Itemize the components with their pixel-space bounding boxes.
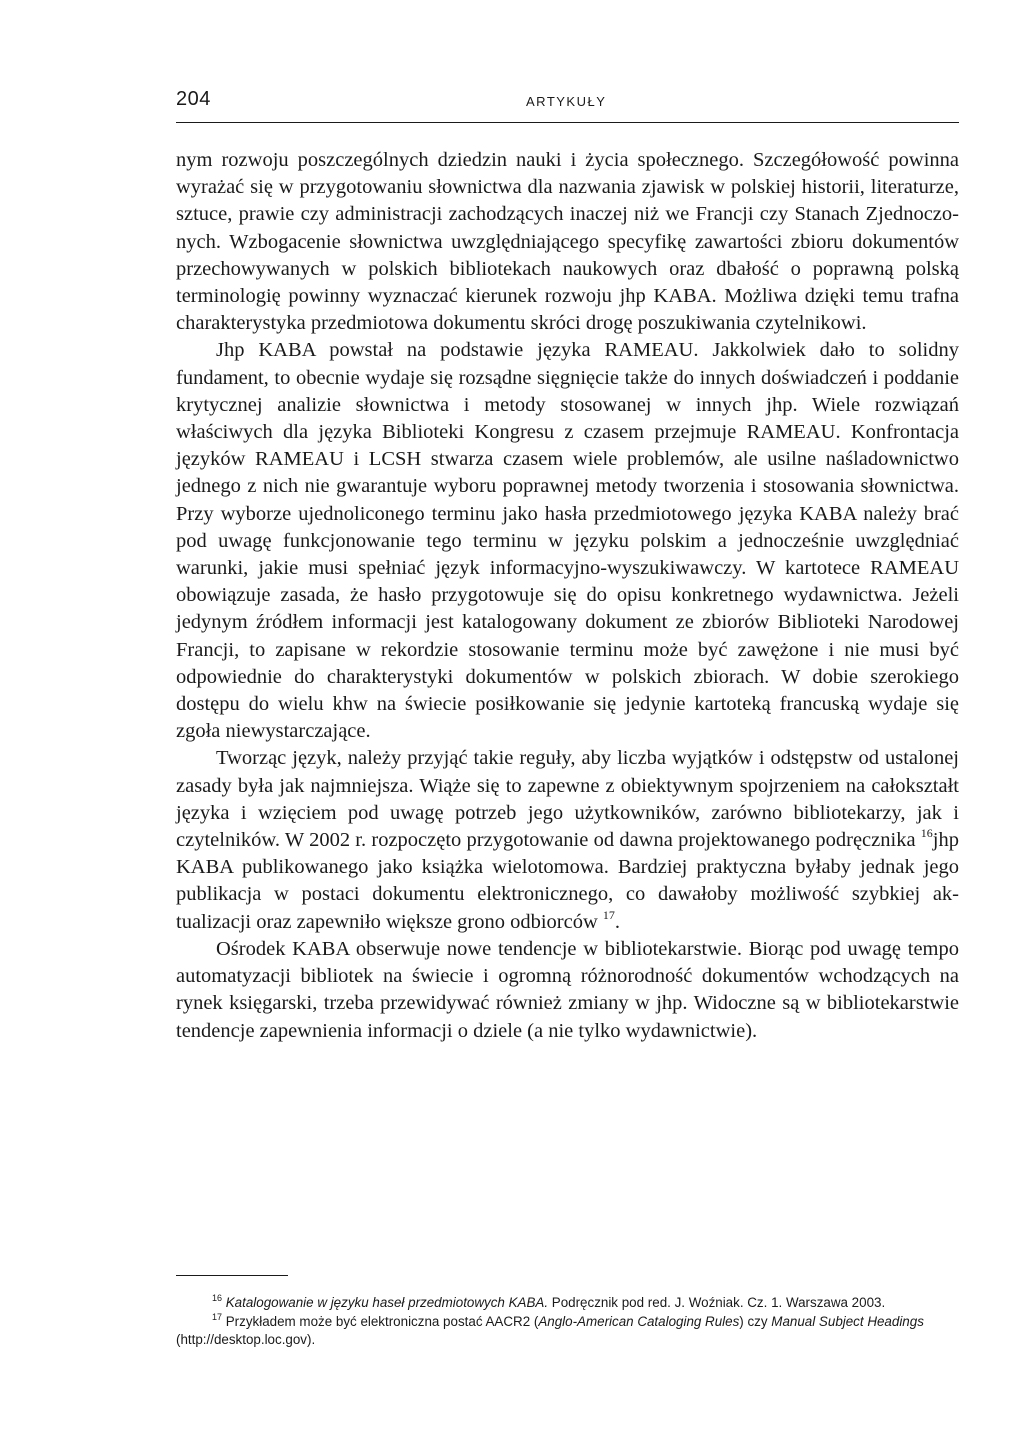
footnote-separator [176,1275,288,1276]
running-head: ARTYKUŁY [526,94,607,109]
footnote-title: Anglo-American Cataloging Rules [538,1313,740,1329]
footnote-17 [176,1313,959,1350]
paragraph-2: Jhp KABA powstał na podstawie języka RAMEAU. Jakkolwiek dało to solidny fundament, to obecnie wydaje się rozsądne sięgnięcie także do innych doświadczeń i poddanie krytycznej analizie słownictwa i metody stosowanej w innych jhp. Wiele rozwiązań właściwych dla języka Biblioteki Kongresu z czasem przejmuje RAMEAU. Konfrontacja języków RAMEAU i LCSH stwarza czasem wiele problemów, ale usilne naśladownictwo jednego z nich nie gwarantuje wyboru poprawnej metody tworzenia i stosowania słownictwa. Przy wyborze ujednoliconego terminu jako hasła przedmiotowego języka KABA należy brać pod uwagę funkcjonowanie tego terminu w języku polskim a jednocześnie uwzględniać warunki, jakie musi spełniać język informacyjno-wyszukiwawczy. W kartotece RAMEAU obowiązuje zasada, że hasło przygotowuje się do opisu konkretnego wydawnictwa. Jeżeli jedynym źródłem informacji jest katalogowany dokument ze zbiorów Biblioteki Narodowej Francji, to zapisane w rekordzie stosowanie terminu może być zawężone i nie musi być odpowiednie do charakterystyki dokumentów w polskich zbiorach. W dobie szerokiego dostępu do wielu khw na świecie posiłkowanie się jedynie kartoteką francuską wydaje się zgoła niewystarczające. [176,339,959,743]
footnote-ref-17: 17 [602,907,615,922]
header-rule [176,122,959,123]
footnote-text: Podręcznik pod red. J. Woźniak. Cz. 1. Warszawa 2003. [548,1295,886,1310]
footnote-number: 17 [212,1311,223,1322]
paragraph-3-text-a: Tworząc język, należy przyjąć takie reguły, aby liczba wyjątków i odstępstw od ustalonej zasady była jak najmniejsza. Wiąże się to zapewne z obiektywnym spojrzeniem na całokształt języka i wzięciem pod uwagę potrzeb jego użytkowników, zarówno bibliotekarzy, jak i czytelników. W 2002 r. rozpoczęto przygotowanie od dawna projektowanego podręcznika [176,747,959,852]
footnote-number: 16 [212,1293,223,1303]
paragraph-1: nym rozwoju poszczególnych dziedzin nauki i życia społecznego. Szczegółowość powinna wyrażać się w przygotowaniu słownictwa dla nazwania zjawisk w polskiej historii, literaturze, sztuce, prawie czy administracji zachodzących inaczej niż we Francji czy Stanach Zjednoczonych. Wzbogacenie słownictwa uwzględniającego specyfikę zawartości zbioru dokumentów przechowywanych w polskich bibliotekach naukowych oraz dbałość o poprawną polską terminologię powinny wyznaczać kierunek rozwoju jhp KABA. Możliwa dzięki temu trafna charakterystyka przedmiotowa dokumentu skróci drogę poszukiwania czytelnikowi. [176,149,959,335]
footnote-text: ) czy [739,1313,772,1329]
paragraph-3-text-c: . [614,910,621,933]
footnote-ref-16: 16 [920,826,933,841]
article-body [176,147,959,1045]
footnote-text: (http://desktop.loc.gov). [176,1332,316,1348]
page-number: 204 [176,88,211,110]
footnote-title: Katalogowanie w języku haseł przedmiotowych KABA. [225,1295,549,1310]
footnotes [176,1294,959,1350]
footnote-text: Przykładem może być elektroniczna postać AACR2 ( [225,1313,539,1329]
page-header [176,88,959,122]
paragraph-3 [176,745,959,935]
footnote-16 [176,1294,959,1313]
paragraph-3-text-b: jhp KABA publikowanego jako książka wielotomowa. Bardziej praktyczna byłaby jednak jego publikacja w postaci dokumentu elektronicznego, co dawałoby możliwość szybkiej aktualizacji oraz zapewniło większe grono odbiorców [176,829,959,933]
paragraph-4: Ośrodek KABA obserwuje nowe tendencje w bibliotekarstwie. Biorąc pod uwagę tempo automatyzacji bibliotek na świecie i ogromną różnorodność dokumentów wchodzących na rynek księgarski, trzeba przewidywać również zmiany w jhp. Widoczne są w bibliotekarstwie tendencje zapewnienia informacji o dziele (a nie tylko wydawnictwie). [176,937,959,1042]
footnote-title: Manual Subject Headings [771,1313,924,1329]
